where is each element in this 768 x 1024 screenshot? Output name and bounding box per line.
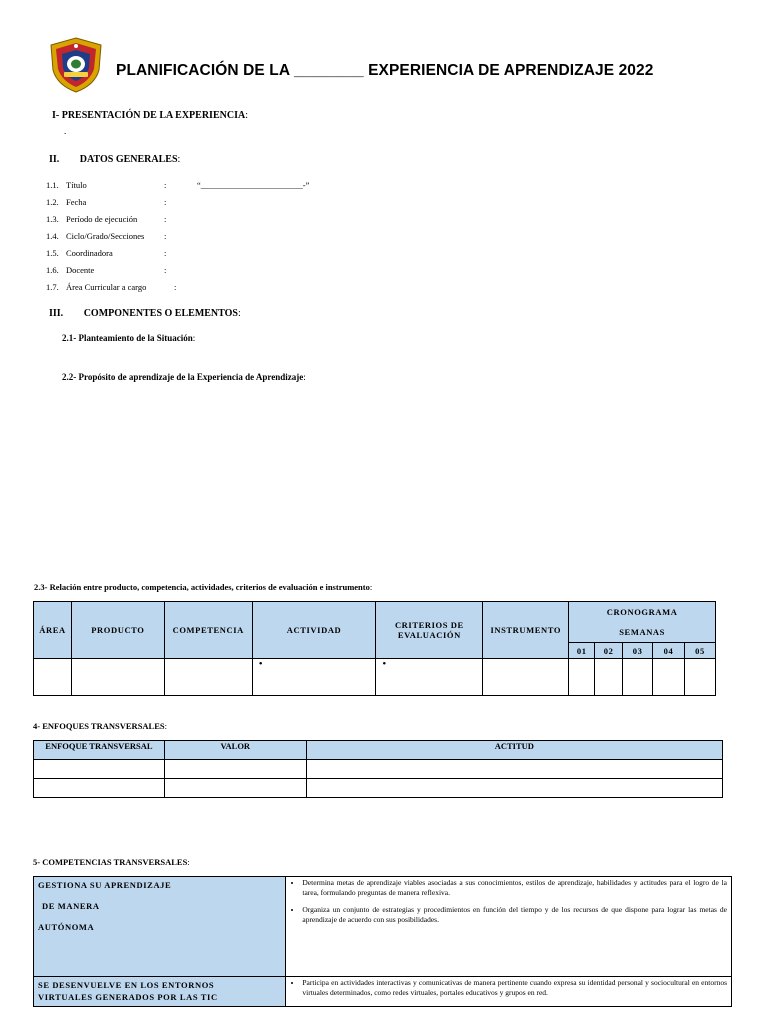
table-row bbox=[34, 877, 732, 977]
caption-relacion: 2.3- Relación entre producto, competencia, actividades, criterios de evaluación e instrumento: bbox=[34, 582, 373, 592]
list-item: • Organiza un conjunto de estrategias y procedimientos en función del tiempo y de los recursos de que dispone para lograr las metas de aprendizaje de acuerdo con sus posibilidades. bbox=[302, 905, 731, 925]
cell-instrumento[interactable] bbox=[483, 659, 569, 696]
field-row-fecha: 1.2. Fecha : bbox=[46, 197, 167, 207]
table-row bbox=[34, 977, 732, 1007]
subsection-proposito: 2.2- Propósito de aprendizaje de la Experiencia de Aprendizaje: bbox=[62, 372, 306, 382]
week-05: 05 bbox=[684, 643, 715, 659]
week-03: 03 bbox=[623, 643, 653, 659]
list-item: • Determina metas de aprendizaje viables asociadas a sus conocimientos, estilos de aprendizaje, habilidades y actitudes para el logro de la tarea, formulando preguntas de manera reflexiva. bbox=[302, 878, 731, 898]
caption-enfoques: 4- ENFOQUES TRANSVERSALES: bbox=[33, 721, 168, 731]
col-actividad: ACTIVIDAD bbox=[252, 602, 376, 659]
col-competencia: COMPETENCIA bbox=[164, 602, 252, 659]
list-item: • Participa en actividades interactivas y comunicativas de manera pertinente cuando expresa su identidad personal y sociocultural en entornos virtuales determinados, como redes virtuales, portales educativos y grupos en red. bbox=[302, 978, 731, 998]
cell-actividad[interactable] bbox=[252, 659, 376, 696]
competencia-gestiona: GESTIONA SU APRENDIZAJE DE MANERA AUTÓNOMA bbox=[34, 877, 286, 977]
section-datos-generales: II. DATOS GENERALES: bbox=[49, 154, 181, 165]
field-row-area: 1.7. Área Curricular a cargo : bbox=[46, 282, 177, 292]
datos-generales-list bbox=[46, 180, 366, 300]
week-04: 04 bbox=[653, 643, 685, 659]
col-semanas: SEMANAS bbox=[569, 623, 716, 643]
competencias-table bbox=[33, 876, 732, 1007]
field-row-docente: 1.6. Docente : bbox=[46, 265, 167, 275]
col-actitud: ACTITUD bbox=[306, 741, 722, 760]
bullet-icon: • bbox=[258, 658, 263, 670]
cell-competencia[interactable] bbox=[164, 659, 252, 696]
col-criterios: CRITERIOS DE EVALUACIÓN bbox=[376, 602, 483, 659]
cell-actitud[interactable] bbox=[306, 760, 722, 779]
col-instrumento: INSTRUMENTO bbox=[483, 602, 569, 659]
capacidades-entornos-virtuales bbox=[286, 977, 732, 1007]
week-01: 01 bbox=[569, 643, 595, 659]
cell-actitud[interactable] bbox=[306, 779, 722, 798]
table-row bbox=[34, 760, 723, 779]
col-cronograma: CRONOGRAMA bbox=[569, 602, 716, 623]
cell-enfoque[interactable] bbox=[34, 779, 165, 798]
relacion-table bbox=[33, 601, 716, 696]
cell-week-01[interactable] bbox=[569, 659, 595, 696]
cell-week-04[interactable] bbox=[653, 659, 685, 696]
cell-week-02[interactable] bbox=[595, 659, 623, 696]
cell-week-05[interactable] bbox=[684, 659, 715, 696]
table-row bbox=[34, 779, 723, 798]
cell-week-03[interactable] bbox=[623, 659, 653, 696]
enfoques-table bbox=[33, 740, 723, 798]
col-producto: PRODUCTO bbox=[71, 602, 164, 659]
school-shield-logo-icon bbox=[48, 36, 104, 94]
caption-competencias: 5- COMPETENCIAS TRANSVERSALES: bbox=[33, 857, 190, 867]
col-area: ÁREA bbox=[34, 602, 72, 659]
field-row-ciclo: 1.4. Ciclo/Grado/Secciones : bbox=[46, 231, 167, 241]
cell-enfoque[interactable] bbox=[34, 760, 165, 779]
bullet-icon: • bbox=[382, 658, 387, 670]
section-componentes-heading: COMPONENTES O ELEMENTOS bbox=[83, 308, 238, 319]
field-row-titulo: 1.1. Título : “________________________-” bbox=[46, 180, 310, 190]
section-datos-generales-heading: DATOS GENERALES bbox=[79, 154, 178, 165]
cell-criterios[interactable] bbox=[376, 659, 483, 696]
cell-area[interactable] bbox=[34, 659, 72, 696]
section-presentacion: I- PRESENTACIÓN DE LA EXPERIENCIA: bbox=[52, 110, 248, 121]
subsection-planteamiento: 2.1- Planteamiento de la Situación: bbox=[62, 333, 196, 343]
placeholder-dot: . bbox=[64, 126, 67, 136]
cell-valor[interactable] bbox=[164, 779, 306, 798]
section-componentes: III. COMPONENTES O ELEMENTOS: bbox=[49, 308, 241, 319]
field-row-periodo: 1.3. Período de ejecución : bbox=[46, 214, 167, 224]
competencia-entornos-virtuales: SE DESENVUELVE EN LOS ENTORNOS VIRTUALES GENERADOS POR LAS TIC bbox=[34, 977, 286, 1007]
week-02: 02 bbox=[595, 643, 623, 659]
capacidades-gestiona bbox=[286, 877, 732, 977]
section-presentacion-heading: I- PRESENTACIÓN DE LA EXPERIENCIA bbox=[52, 110, 246, 121]
col-enfoque: ENFOQUE TRANSVERSAL bbox=[34, 741, 165, 760]
document-title: PLANIFICACIÓN DE LA ________ EXPERIENCIA DE APRENDIZAJE 2022 bbox=[116, 62, 654, 79]
cell-producto[interactable] bbox=[71, 659, 164, 696]
titulo-value[interactable]: “________________________-” bbox=[197, 180, 310, 190]
cell-valor[interactable] bbox=[164, 760, 306, 779]
field-row-coordinadora: 1.5. Coordinadora : bbox=[46, 248, 167, 258]
table-row bbox=[34, 659, 716, 696]
col-valor: VALOR bbox=[164, 741, 306, 760]
